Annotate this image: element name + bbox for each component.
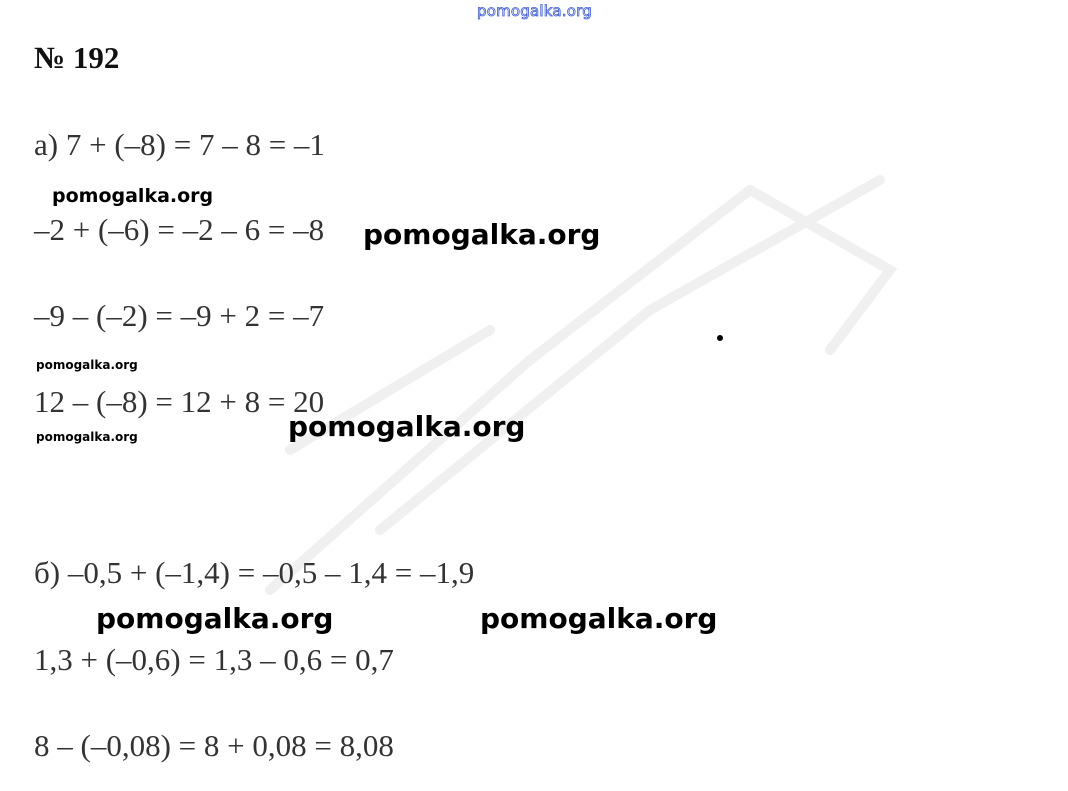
equation-b-3: 8 – (–0,08) = 8 + 0,08 = 8,08 — [34, 728, 394, 763]
equation-a-4: 12 – (–8) = 12 + 8 = 20 — [34, 384, 325, 419]
watermark-text: pomogalka.org — [288, 410, 526, 443]
equation-b-1: б) –0,5 + (–1,4) = –0,5 – 1,4 = –1,9 — [34, 555, 475, 590]
equation-a-3: –9 – (–2) = –9 + 2 = –7 — [34, 298, 325, 333]
watermark-text: pomogalka.org — [36, 358, 138, 372]
watermark-text: pomogalka.org — [36, 430, 138, 444]
equation-b-2: 1,3 + (–0,6) = 1,3 – 0,6 = 0,7 — [34, 642, 394, 677]
top-watermark: pomogalka.org — [477, 2, 592, 20]
watermark-text: pomogalka.org — [363, 218, 601, 251]
stray-dot — [717, 335, 723, 341]
watermark-text: pomogalka.org — [480, 602, 718, 635]
equation-a-1: а) 7 + (–8) = 7 – 8 = –1 — [34, 127, 325, 162]
watermark-text: pomogalka.org — [96, 602, 334, 635]
problem-number: № 192 — [34, 40, 120, 75]
watermark-text: pomogalka.org — [52, 185, 214, 207]
equation-a-2: –2 + (–6) = –2 – 6 = –8 — [34, 212, 325, 247]
